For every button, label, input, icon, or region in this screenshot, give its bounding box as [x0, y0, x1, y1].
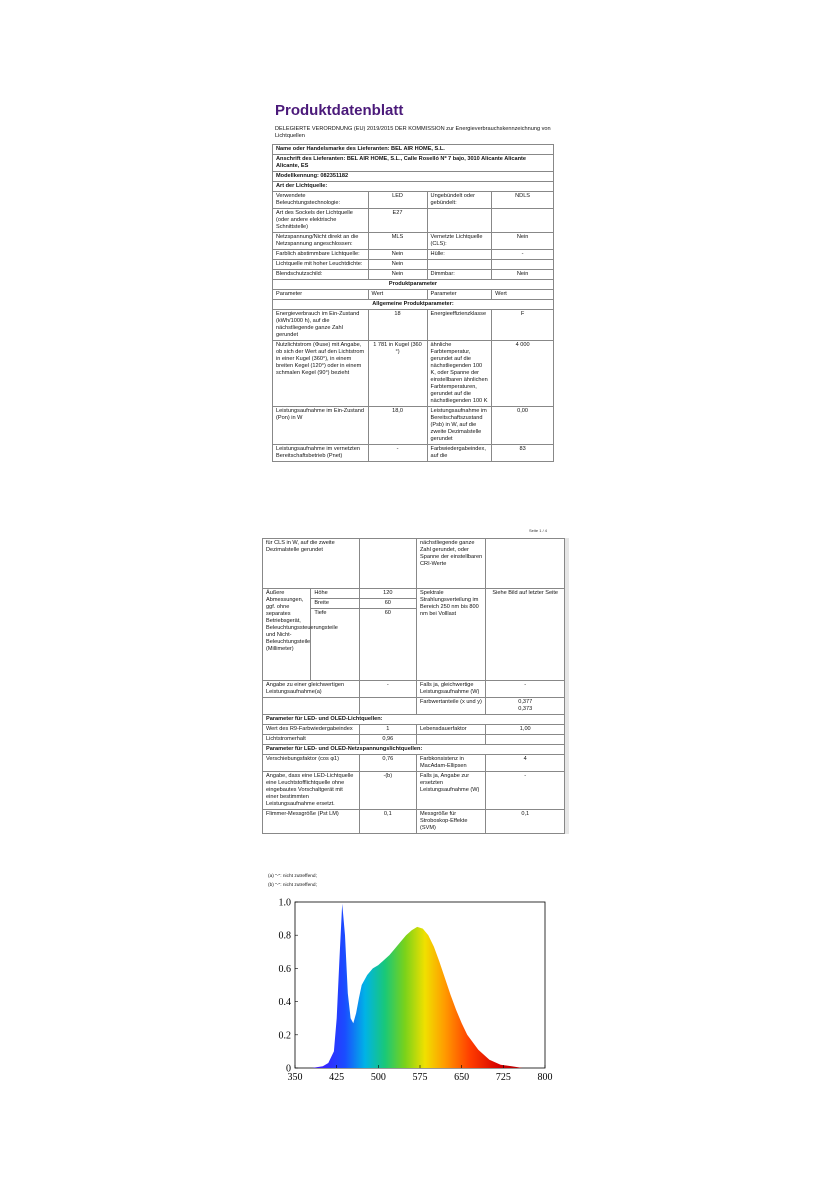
regulation-text: DELEGIERTE VERORDNUNG (EU) 2019/2015 DER KOMMISSION zur Energieverbrauchskennzeichnung von Lichtquellen [275, 126, 551, 139]
table-row [273, 209, 554, 233]
y-tick-label: 0.4 [278, 997, 291, 1009]
table-cell: Verschiebungsfaktor (cos φ1) [263, 755, 360, 772]
col-value: Wert [492, 290, 554, 300]
col-param: Parameter [427, 290, 492, 300]
table-cell: 0,1 [359, 810, 416, 834]
table-cell: 18 [368, 310, 427, 341]
page-number: Seite 1 / 4 [529, 528, 548, 533]
dim-label: Tiefe [311, 609, 359, 681]
table-cell: Flimmer-Messgröße (Pst LM) [263, 810, 360, 834]
table-cell [427, 260, 492, 270]
general-header: Allgemeine Produktparameter: [273, 300, 554, 310]
table-cell: - [486, 681, 565, 698]
table-cell: NDLS [492, 192, 554, 209]
table-row [273, 233, 554, 250]
table-cell: Energieeffizienzklasse [427, 310, 492, 341]
table-cell: Nein [492, 233, 554, 250]
table-row [263, 735, 565, 745]
footnote: (a) "-": nicht zutreffend; [268, 874, 317, 879]
table-cell: - [359, 681, 416, 698]
table-cell: Nein [492, 270, 554, 280]
footnotes [268, 872, 317, 890]
table-cell: Energieverbrauch im Ein-Zustand (kWh/1000 h), auf die nächstliegende ganze Zahl gerundet [273, 310, 369, 341]
col-param: Parameter [273, 290, 369, 300]
dim-value: 60 [359, 609, 416, 681]
table-cell: Falls ja, gleichwertige Leistungsaufnahme (W) [417, 681, 486, 698]
table-cell: Farbwertanteile (x und y) [417, 698, 486, 715]
table-cell: 0,00 [492, 407, 554, 445]
table-cell [486, 539, 565, 589]
table-cell: Blendschutzschild: [273, 270, 369, 280]
table-cell: Falls ja, Angabe zur ersetzten Leistungsaufnahme (W) [417, 772, 486, 810]
table-cell: Lichtquelle mit hoher Leuchtdichte: [273, 260, 369, 270]
table-cell [359, 539, 416, 589]
table-row [263, 755, 565, 772]
y-tick-label: 0.2 [278, 1030, 291, 1042]
product-table [272, 144, 554, 462]
table-cell: Angabe zu einer gleichwertigen Leistungsaufnahme(a) [263, 681, 360, 698]
x-tick-label: 800 [537, 1072, 553, 1083]
table-cell: 0,96 [359, 735, 416, 745]
x-tick-label: 650 [454, 1072, 470, 1083]
spectral-label: Spektrale Strahlungsverteilung im Bereich 250 nm bis 800 nm bei Volllast [417, 589, 486, 681]
col-value: Wert [368, 290, 427, 300]
table-cell: für CLS in W, auf die zweite Dezimalstelle gerundet [263, 539, 360, 589]
table-cell: E27 [368, 209, 427, 233]
table-cell: Angabe, dass eine LED-Lichtquelle eine Leuchtstofflichtquelle ohne eingebautes Vorschaltgerät mit einer bestimmten Leistungsaufnahme ersetzt. [263, 772, 360, 810]
table-cell [417, 735, 486, 745]
x-tick-label: 350 [287, 1072, 303, 1083]
table-cell: Art des Sockels der Lichtquelle (oder andere elektrische Schnittstelle) [273, 209, 369, 233]
table-cell: Dimmbar: [427, 270, 492, 280]
table-cell: -(b) [359, 772, 416, 810]
table-cell: 1 [359, 725, 416, 735]
dim-value: 60 [359, 599, 416, 609]
table-cell: 1,00 [486, 725, 565, 735]
dim-label: Höhe [311, 589, 359, 599]
table-cell: MLS [368, 233, 427, 250]
model-id: Modellkennung: 082351182 [273, 172, 554, 182]
table-row [273, 341, 554, 407]
table-cell: Nutzlichtstrom (Φuse) mit Angabe, ob sich der Wert auf den Lichtstrom in einer Kugel (360°), in einem breiten Kegel (120°) oder in einem schmalen Kegel (90°) bezieht [273, 341, 369, 407]
type-header: Art der Lichtquelle: [273, 182, 554, 192]
table-cell [492, 209, 554, 233]
datasheet-page-2 [262, 538, 569, 834]
chromaticity-value: 0,377 0,373 [486, 698, 565, 715]
table-cell: nächstliegende ganze Zahl gerundet, oder Spanne der einstellbaren CRI-Werte [417, 539, 486, 589]
datasheet-page-1 [272, 100, 554, 462]
table-row [263, 725, 565, 735]
x-tick-label: 575 [412, 1072, 428, 1083]
spectral-value: Siehe Bild auf letzter Seite [486, 589, 565, 681]
x-tick-label: 500 [370, 1072, 386, 1083]
footnote: (b) "-": nicht zutreffend; [268, 883, 317, 888]
table-row [273, 260, 554, 270]
y-tick-label: 0.6 [278, 963, 291, 975]
product-table-continued [262, 538, 565, 834]
table-cell: Netzspannung/Nicht direkt an die Netzspannung angeschlossen: [273, 233, 369, 250]
y-tick-label: 1.0 [278, 897, 291, 909]
table-cell: 0,1 [486, 810, 565, 834]
table-cell: 0,76 [359, 755, 416, 772]
table-cell: - [486, 772, 565, 810]
table-cell: 4 [486, 755, 565, 772]
dim-value: 120 [359, 589, 416, 599]
table-cell: Vernetzte Lichtquelle (CLS): [427, 233, 492, 250]
table-cell: 18,0 [368, 407, 427, 445]
table-cell: Nein [368, 260, 427, 270]
table-cell: 1 781 in Kugel (360 °) [368, 341, 427, 407]
table-cell [359, 698, 416, 715]
table-cell: Leistungsaufnahme im Ein-Zustand (Pon) in W [273, 407, 369, 445]
table-cell: Farbkonsistenz in MacAdam-Ellipsen [417, 755, 486, 772]
table-cell: Lebensdauerfaktor [417, 725, 486, 735]
table-row [263, 810, 565, 834]
y-tick-label: 0.8 [278, 930, 291, 942]
table-cell: Nein [368, 270, 427, 280]
spectral-distribution-chart [263, 894, 563, 1090]
led-header: Parameter für LED- und OLED-Lichtquellen: [263, 715, 565, 725]
table-cell: 83 [492, 445, 554, 462]
table-cell: ähnliche Farbtemperatur, gerundet auf die nächstliegenden 100 K, oder Spanne der einstellbaren ähnlichen Farbtemperaturen, gerundet auf die nächstliegenden 100 K [427, 341, 492, 407]
table-cell: Farblich abstimmbare Lichtquelle: [273, 250, 369, 260]
page-title: Produktdatenblatt [275, 102, 404, 119]
table-cell: Messgröße für Stroboskop-Effekte (SVM) [417, 810, 486, 834]
dimensions-label: Äußere Abmessungen, ggf. ohne separates Betriebsgerät, Beleuchtungssteuerungsteile und Nicht-Beleuchtungsteile (Millimeter) [263, 589, 311, 681]
table-row [273, 192, 554, 209]
table-row [273, 270, 554, 280]
table-cell: Leistungsaufnahme im Bereitschaftszustand (Psb) in W, auf die zweite Dezimalstelle gerundet [427, 407, 492, 445]
x-tick-label: 725 [495, 1072, 511, 1083]
table-cell: Verwendete Beleuchtungstechnologie: [273, 192, 369, 209]
table-cell: Hülle: [427, 250, 492, 260]
table-cell: Nein [368, 250, 427, 260]
table-row [273, 407, 554, 445]
params-header: Produktparameter [273, 280, 554, 290]
table-cell: F [492, 310, 554, 341]
table-cell: 4 000 [492, 341, 554, 407]
table-cell: - [368, 445, 427, 462]
table-row [263, 772, 565, 810]
table-row [273, 445, 554, 462]
supplier-address: Anschrift des Lieferanten: BEL AIR HOME, S.L., Calle Roselló Nº 7 bajo, 3010 Alicante Alicante Alicante, ES [273, 155, 554, 172]
table-cell [486, 735, 565, 745]
supplier-name: Name oder Handelsmarke des Lieferanten: BEL AIR HOME, S.L. [273, 145, 554, 155]
table-cell [427, 209, 492, 233]
table-cell: Lichtstromerhalt [263, 735, 360, 745]
dim-label: Breite [311, 599, 359, 609]
table-cell [492, 260, 554, 270]
table-cell: Farbwiedergabeindex, auf die [427, 445, 492, 462]
table-cell [263, 698, 360, 715]
table-cell: Wert des R9-Farbwiedergabeindex [263, 725, 360, 735]
table-cell: Ungebündelt oder gebündelt: [427, 192, 492, 209]
mains-header: Parameter für LED- und OLED-Netzspannungslichtquellen: [263, 745, 565, 755]
table-row [273, 310, 554, 341]
y-tick-label: 0 [286, 1063, 291, 1075]
table-cell: LED [368, 192, 427, 209]
x-tick-label: 425 [329, 1072, 345, 1083]
table-row [273, 250, 554, 260]
table-cell: - [492, 250, 554, 260]
table-cell: Leistungsaufnahme im vernetzten Bereitschaftsbetrieb (Pnet) [273, 445, 369, 462]
